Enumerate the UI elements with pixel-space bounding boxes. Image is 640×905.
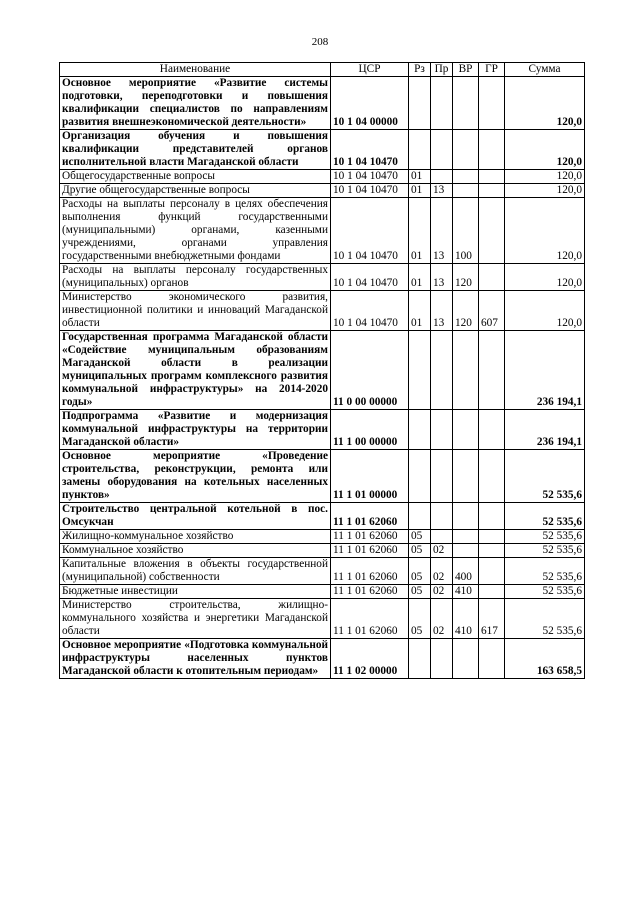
table-row bbox=[60, 585, 585, 599]
cell-sum: 120,0 bbox=[505, 170, 585, 184]
cell-name: Основное мероприятие «Проведение строительства, реконструкции, ремонта или замены оборудования на котельных населенных пунктов» bbox=[60, 450, 331, 503]
cell-rz: 01 bbox=[409, 264, 431, 291]
cell-rz: 01 bbox=[409, 291, 431, 331]
cell-pr: 13 bbox=[431, 264, 453, 291]
cell-name: Организация обучения и повышения квалификации представителей органов исполнительной власти Магаданской области bbox=[60, 130, 331, 170]
cell-gr bbox=[479, 198, 505, 264]
cell-rz: 05 bbox=[409, 599, 431, 639]
cell-sum: 52 535,6 bbox=[505, 544, 585, 558]
header-rz: Рз bbox=[409, 63, 431, 77]
cell-gr bbox=[479, 585, 505, 599]
table-body bbox=[60, 77, 585, 679]
cell-pr: 02 bbox=[431, 558, 453, 585]
cell-vr: 400 bbox=[453, 558, 479, 585]
cell-pr bbox=[431, 530, 453, 544]
cell-sum: 52 535,6 bbox=[505, 599, 585, 639]
table-row bbox=[60, 544, 585, 558]
cell-rz bbox=[409, 331, 431, 410]
cell-vr: 410 bbox=[453, 585, 479, 599]
cell-csr: 11 1 01 62060 bbox=[331, 585, 409, 599]
cell-rz bbox=[409, 77, 431, 130]
table-row bbox=[60, 170, 585, 184]
cell-vr: 100 bbox=[453, 198, 479, 264]
cell-name: Министерство экономического развития, инвестиционной политики и инноваций Магаданской области bbox=[60, 291, 331, 331]
cell-name: Расходы на выплаты персоналу в целях обеспечения выполнения функций государственными (муниципальными) органами, казенными учреждениями, органами управления государственными внебюджетными фондами bbox=[60, 198, 331, 264]
cell-csr: 10 1 04 10470 bbox=[331, 170, 409, 184]
cell-rz bbox=[409, 130, 431, 170]
cell-gr bbox=[479, 170, 505, 184]
table-row bbox=[60, 530, 585, 544]
cell-name: Коммунальное хозяйство bbox=[60, 544, 331, 558]
cell-vr bbox=[453, 639, 479, 679]
cell-vr bbox=[453, 170, 479, 184]
cell-name: Жилищно-коммунальное хозяйство bbox=[60, 530, 331, 544]
cell-gr bbox=[479, 450, 505, 503]
cell-sum: 52 535,6 bbox=[505, 585, 585, 599]
cell-pr bbox=[431, 170, 453, 184]
cell-pr: 02 bbox=[431, 544, 453, 558]
cell-vr bbox=[453, 331, 479, 410]
cell-rz bbox=[409, 503, 431, 530]
cell-pr bbox=[431, 450, 453, 503]
cell-gr bbox=[479, 331, 505, 410]
cell-vr bbox=[453, 544, 479, 558]
cell-csr: 10 1 04 10470 bbox=[331, 264, 409, 291]
header-gr: ГР bbox=[479, 63, 505, 77]
cell-gr bbox=[479, 184, 505, 198]
budget-table bbox=[59, 62, 585, 679]
cell-rz: 05 bbox=[409, 530, 431, 544]
cell-name: Расходы на выплаты персоналу государственных (муниципальных) органов bbox=[60, 264, 331, 291]
cell-name: Капитальные вложения в объекты государственной (муниципальной) собственности bbox=[60, 558, 331, 585]
cell-name: Строительство центральной котельной в пос. Омсукчан bbox=[60, 503, 331, 530]
table-row bbox=[60, 503, 585, 530]
cell-sum: 52 535,6 bbox=[505, 530, 585, 544]
table-row bbox=[60, 639, 585, 679]
cell-sum: 120,0 bbox=[505, 264, 585, 291]
cell-name: Подпрограмма «Развитие и модернизация коммунальной инфраструктуры на территории Магаданской области» bbox=[60, 410, 331, 450]
cell-gr bbox=[479, 544, 505, 558]
cell-csr: 10 1 04 10470 bbox=[331, 291, 409, 331]
cell-pr bbox=[431, 410, 453, 450]
cell-vr bbox=[453, 184, 479, 198]
page-number: 208 bbox=[311, 36, 329, 48]
cell-name: Другие общегосударственные вопросы bbox=[60, 184, 331, 198]
cell-sum: 236 194,1 bbox=[505, 331, 585, 410]
cell-csr: 11 1 01 62060 bbox=[331, 599, 409, 639]
cell-pr bbox=[431, 331, 453, 410]
table-row bbox=[60, 599, 585, 639]
cell-rz: 01 bbox=[409, 170, 431, 184]
cell-name: Основное мероприятие «Развитие системы подготовки, переподготовки и повышения квалификации специалистов по направлениям развития внешнеэкономической деятельности» bbox=[60, 77, 331, 130]
cell-csr: 11 1 02 00000 bbox=[331, 639, 409, 679]
cell-gr bbox=[479, 410, 505, 450]
cell-csr: 11 1 01 62060 bbox=[331, 503, 409, 530]
cell-pr: 13 bbox=[431, 184, 453, 198]
table-row bbox=[60, 558, 585, 585]
cell-pr: 13 bbox=[431, 291, 453, 331]
cell-vr: 120 bbox=[453, 264, 479, 291]
cell-name: Министерство строительства, жилищно-коммунального хозяйства и энергетики Магаданской области bbox=[60, 599, 331, 639]
table-header-row bbox=[60, 63, 585, 77]
cell-csr: 10 1 04 10470 bbox=[331, 184, 409, 198]
cell-gr bbox=[479, 130, 505, 170]
cell-vr bbox=[453, 130, 479, 170]
table-row bbox=[60, 264, 585, 291]
table-row bbox=[60, 331, 585, 410]
cell-rz: 01 bbox=[409, 198, 431, 264]
cell-pr bbox=[431, 130, 453, 170]
table-row bbox=[60, 184, 585, 198]
cell-rz: 01 bbox=[409, 184, 431, 198]
cell-gr bbox=[479, 530, 505, 544]
cell-sum: 120,0 bbox=[505, 291, 585, 331]
header-vr: ВР bbox=[453, 63, 479, 77]
header-name: Наименование bbox=[60, 63, 331, 77]
table-row bbox=[60, 198, 585, 264]
cell-vr: 410 bbox=[453, 599, 479, 639]
cell-pr: 13 bbox=[431, 198, 453, 264]
cell-rz: 05 bbox=[409, 585, 431, 599]
cell-sum: 163 658,5 bbox=[505, 639, 585, 679]
cell-csr: 11 1 01 62060 bbox=[331, 558, 409, 585]
cell-csr: 11 1 01 00000 bbox=[331, 450, 409, 503]
cell-sum: 120,0 bbox=[505, 77, 585, 130]
table-row bbox=[60, 77, 585, 130]
header-csr: ЦСР bbox=[331, 63, 409, 77]
cell-pr bbox=[431, 639, 453, 679]
cell-sum: 120,0 bbox=[505, 184, 585, 198]
cell-gr bbox=[479, 503, 505, 530]
cell-pr: 02 bbox=[431, 585, 453, 599]
cell-csr: 11 1 01 62060 bbox=[331, 544, 409, 558]
cell-gr: 617 bbox=[479, 599, 505, 639]
table-row bbox=[60, 450, 585, 503]
cell-vr: 120 bbox=[453, 291, 479, 331]
table-row bbox=[60, 291, 585, 331]
cell-name: Общегосударственные вопросы bbox=[60, 170, 331, 184]
cell-rz bbox=[409, 450, 431, 503]
cell-vr bbox=[453, 77, 479, 130]
cell-pr bbox=[431, 503, 453, 530]
cell-rz bbox=[409, 410, 431, 450]
cell-gr bbox=[479, 639, 505, 679]
cell-csr: 11 1 00 00000 bbox=[331, 410, 409, 450]
cell-sum: 120,0 bbox=[505, 130, 585, 170]
cell-name: Бюджетные инвестиции bbox=[60, 585, 331, 599]
cell-vr bbox=[453, 450, 479, 503]
header-sum: Сумма bbox=[505, 63, 585, 77]
cell-rz: 05 bbox=[409, 544, 431, 558]
header-pr: Пр bbox=[431, 63, 453, 77]
cell-sum: 120,0 bbox=[505, 198, 585, 264]
cell-gr bbox=[479, 77, 505, 130]
cell-gr bbox=[479, 264, 505, 291]
table-row bbox=[60, 130, 585, 170]
cell-vr bbox=[453, 530, 479, 544]
cell-csr: 10 1 04 10470 bbox=[331, 130, 409, 170]
cell-vr bbox=[453, 410, 479, 450]
cell-sum: 236 194,1 bbox=[505, 410, 585, 450]
cell-name: Основное мероприятие «Подготовка коммунальной инфраструктуры населенных пунктов Магаданской области к отопительным периодам» bbox=[60, 639, 331, 679]
cell-rz: 05 bbox=[409, 558, 431, 585]
cell-pr bbox=[431, 77, 453, 130]
cell-csr: 10 1 04 00000 bbox=[331, 77, 409, 130]
cell-rz bbox=[409, 639, 431, 679]
cell-gr: 607 bbox=[479, 291, 505, 331]
table-row bbox=[60, 410, 585, 450]
cell-vr bbox=[453, 503, 479, 530]
cell-sum: 52 535,6 bbox=[505, 450, 585, 503]
cell-csr: 10 1 04 10470 bbox=[331, 198, 409, 264]
cell-name: Государственная программа Магаданской области «Содействие муниципальным образованиям Магаданской области в реализации муниципальных программ комплексного развития коммунальной инфраструктуры» на 2014-2020 годы» bbox=[60, 331, 331, 410]
cell-csr: 11 0 00 00000 bbox=[331, 331, 409, 410]
cell-sum: 52 535,6 bbox=[505, 503, 585, 530]
cell-csr: 11 1 01 62060 bbox=[331, 530, 409, 544]
cell-pr: 02 bbox=[431, 599, 453, 639]
cell-sum: 52 535,6 bbox=[505, 558, 585, 585]
cell-gr bbox=[479, 558, 505, 585]
